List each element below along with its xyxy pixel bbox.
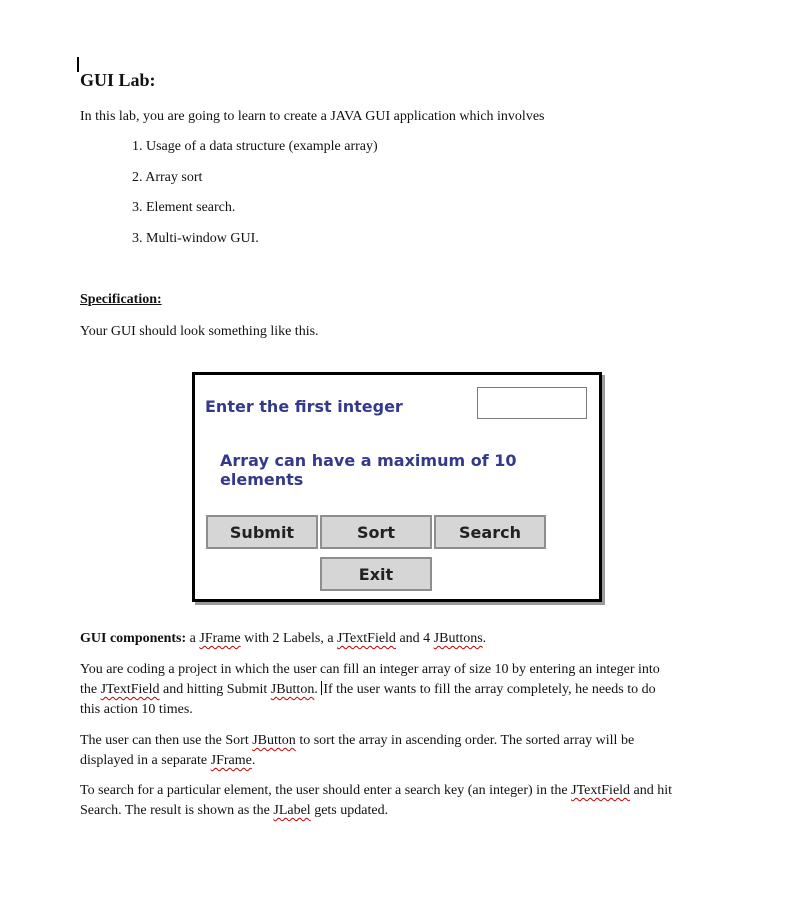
max-elements-label: Array can have a maximum of 10 elements [220, 451, 517, 489]
list-item: 3. Element search. [132, 200, 236, 215]
paragraph-line: The user can then use the Sort JButton to sort the array in ascending order. The sorted array will be [80, 733, 635, 748]
exit-button[interactable]: Exit [320, 557, 432, 591]
list-item: 1. Usage of a data structure (example array) [132, 139, 378, 154]
list-item: 3. Multi-window GUI. [132, 231, 259, 246]
specification-heading: Specification: [80, 292, 162, 307]
text-cursor [77, 57, 79, 72]
submit-button[interactable]: Submit [206, 515, 318, 549]
gui-mockup [192, 372, 602, 602]
integer-textfield[interactable] [477, 387, 587, 419]
first-integer-label: Enter the first integer [205, 397, 403, 416]
paragraph-line: To search for a particular element, the user should enter a search key (an integer) in the JTextField and hit [80, 783, 673, 798]
search-button[interactable]: Search [434, 515, 546, 549]
paragraph-line: You are coding a project in which the user can fill an integer array of size 10 by entering an integer into [80, 662, 660, 677]
list-item: 2. Array sort [132, 170, 203, 185]
paragraph-line: this action 10 times. [80, 702, 193, 717]
components-label: GUI components: [80, 631, 187, 646]
sort-button[interactable]: Sort [320, 515, 432, 549]
page-title: GUI Lab: [80, 70, 156, 90]
intro-paragraph: In this lab, you are going to learn to create a JAVA GUI application which involves [80, 109, 545, 124]
paragraph-line: displayed in a separate JFrame. [80, 753, 256, 768]
paragraph-line: Search. The result is shown as the JLabel gets updated. [80, 803, 389, 818]
paragraph-line: the JTextField and hitting Submit JButton. If the user wants to fill the array completely, he needs to do [80, 682, 656, 697]
specification-text: Your GUI should look something like this. [80, 324, 319, 339]
components-paragraph: GUI components: a JFrame with 2 Labels, a JTextField and 4 JButtons. [80, 631, 487, 646]
